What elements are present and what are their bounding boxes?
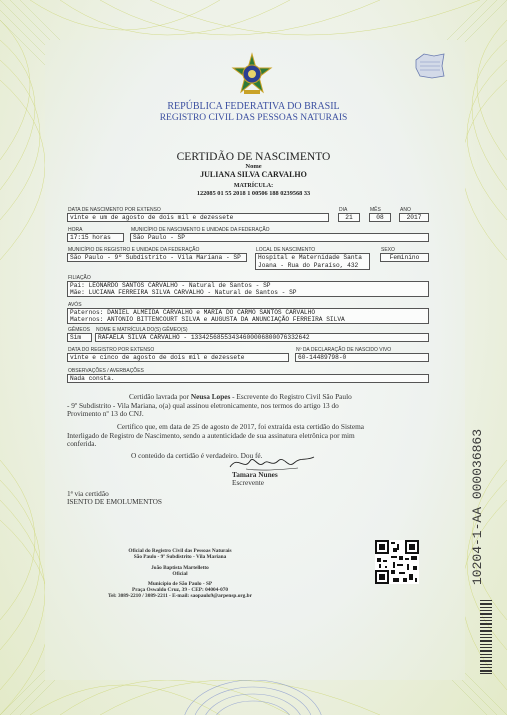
office-municipality: Município de São Paulo - SP: [147, 581, 213, 587]
office-line2: São Paulo - 9º Subdistrito - Vila Mariana: [133, 554, 227, 560]
grandparents-label: AVÓS: [68, 302, 82, 308]
twins-names-field: RAFAELA SILVA CARVALHO - 13342568553434600006800076332642: [95, 333, 429, 342]
registry-heading: REGISTRO CIVIL DAS PESSOAS NATURAIS: [159, 113, 348, 123]
day-field: 21: [338, 213, 360, 222]
office-line1: Oficial do Registro Civil das Pessoas Naturais: [128, 548, 232, 554]
birth-date-field: vinte e um de agosto de dois mil e dezessete: [67, 213, 329, 222]
birth-date-label: DATA DE NASCIMENTO POR EXTENSO: [68, 207, 161, 213]
grandparents-field: [67, 308, 429, 324]
issuance-line2: - 9º Subdistrito - Vila Mariana, o(a) qual assinou eletronicamente, nos termos do artigo 13 do: [67, 400, 339, 410]
certification-paragraph: [67, 423, 437, 449]
filiation-label: FILIAÇÃO: [68, 275, 91, 281]
notes-field: Nada consta.: [67, 374, 429, 383]
month-field: 08: [369, 213, 391, 222]
registry-municipality-label: MUNICÍPIO DE REGISTRO E UNIDADE DA FEDERAÇÃO: [68, 247, 200, 253]
day-label: DIA: [339, 207, 348, 213]
name-label: Nome: [245, 163, 262, 170]
barcode: [480, 600, 492, 675]
sex-field: Feminino: [380, 253, 429, 262]
year-field: 2017: [399, 213, 429, 222]
country-heading: REPÚBLICA FEDERATIVA DO BRASIL: [167, 101, 340, 112]
father-line: Pai: LEONARDO SANTOS CARVALHO - Natural de Santos - SP: [70, 282, 271, 289]
issuance-line3: Provimento nº 13 do CNJ.: [67, 409, 144, 419]
certification-line2: Interligado de Registro de Nascimento, sendo a autenticidade de sua assinatura eletrônica por mim: [67, 430, 355, 440]
coat-of-arms-icon: [229, 52, 275, 98]
issuance-rest: - Escrevente do Registro Civil São Paulo: [232, 392, 352, 401]
matricula-number: 122085 01 55 2018 1 00506 188 0239568 33: [196, 190, 311, 197]
security-seal-icon: [414, 52, 446, 80]
registry-municipality-field: São Paulo - 9º Subdistrito - Vila Mariana - SP: [67, 253, 247, 262]
birth-place-label: LOCAL DE NASCIMENTO: [256, 247, 316, 253]
month-label: MÊS: [370, 207, 381, 213]
signer-role: Escrevente: [232, 478, 265, 487]
dnv-field: 60-14489798-0: [295, 353, 429, 362]
hour-field: 17:15 horas: [67, 233, 124, 242]
issuance-paragraph: [67, 393, 437, 419]
officer-name: João Baptista Martelletto: [151, 565, 209, 571]
copy-label: 1ª via certidão: [67, 489, 109, 498]
certification-line3: conferida.: [67, 439, 97, 449]
maternal-grandparents: Maternos: ANTONIO BITTENCOURT SILVA e AUGUSTA DA ANUNCIAÇÃO FERREIRA SILVA: [70, 316, 345, 323]
filiation-field: [67, 281, 429, 297]
year-label: ANO: [400, 207, 411, 213]
birth-municipality-field: São Paulo - SP: [130, 233, 429, 242]
mother-line: Mãe: LUCIANA FERREIRA SILVA CARVALHO - Natural de Santos - SP: [70, 289, 297, 296]
registrant-name: JULIANA SILVA CARVALHO: [200, 170, 307, 179]
fees-label: ISENTO DE EMOLUMENTOS: [67, 497, 162, 506]
certification-line1: Certifico que, em data de 25 de agosto de 2017, foi extraída esta certidão do Sistema: [117, 422, 365, 431]
hour-label: HORA: [68, 227, 83, 233]
twins-names-label: NOME E MATRÍCULA DO(S) GÊMEO(S): [96, 327, 188, 333]
paternal-grandparents: Paternos: DANIEL ALMEIDA CARVALHO e MARIA DO CARMO SANTOS CARVALHO: [70, 309, 316, 316]
issuance-prefix: Certidão lavrada por: [129, 392, 189, 401]
issuer-name: Neusa Lopes: [190, 392, 231, 401]
birth-place-line2: Joana - Rua do Paraíso, 432: [258, 262, 359, 269]
registration-date-field: vinte e cinco de agosto de dois mil e dezessete: [67, 353, 289, 362]
office-address: Praça Oswaldo Cruz, 39 - CEP: 04004-070: [131, 587, 229, 593]
officer-role: Oficial: [172, 571, 188, 577]
twins-field: Sim: [67, 333, 92, 342]
birth-place-line1: Hospital e Maternidade Santa: [258, 254, 362, 261]
matricula-label: MATRÍCULA:: [233, 183, 274, 189]
registration-date-label: DATA DO REGISTRO POR EXTENSO: [68, 347, 155, 353]
office-contact: Tel: 3089-2210 / 3089-2211 - E-mail: saopaulo9@arpensp.org.br: [108, 593, 252, 599]
notes-label: OBSERVAÇÕES / AVERBAÇÕES: [68, 368, 144, 374]
birth-place-field: [255, 253, 370, 270]
qr-code: [375, 540, 419, 584]
signer-name: Tamara Nunes: [232, 470, 278, 479]
dnv-label: Nº DA DECLARAÇÃO DE NASCIDO VIVO: [296, 347, 392, 353]
serial-number: 10204-1-AA 000036863: [470, 428, 485, 585]
twins-label: GÊMEOS: [68, 327, 90, 333]
sex-label: SEXO: [381, 247, 395, 253]
truth-statement: O conteúdo da certidão é verdadeiro. Dou fé.: [131, 451, 263, 460]
certificate-title: CERTIDÃO DE NASCIMENTO: [176, 151, 331, 163]
birth-municipality-label: MUNICÍPIO DE NASCIMENTO E UNIDADE DA FEDERAÇÃO: [131, 227, 270, 233]
